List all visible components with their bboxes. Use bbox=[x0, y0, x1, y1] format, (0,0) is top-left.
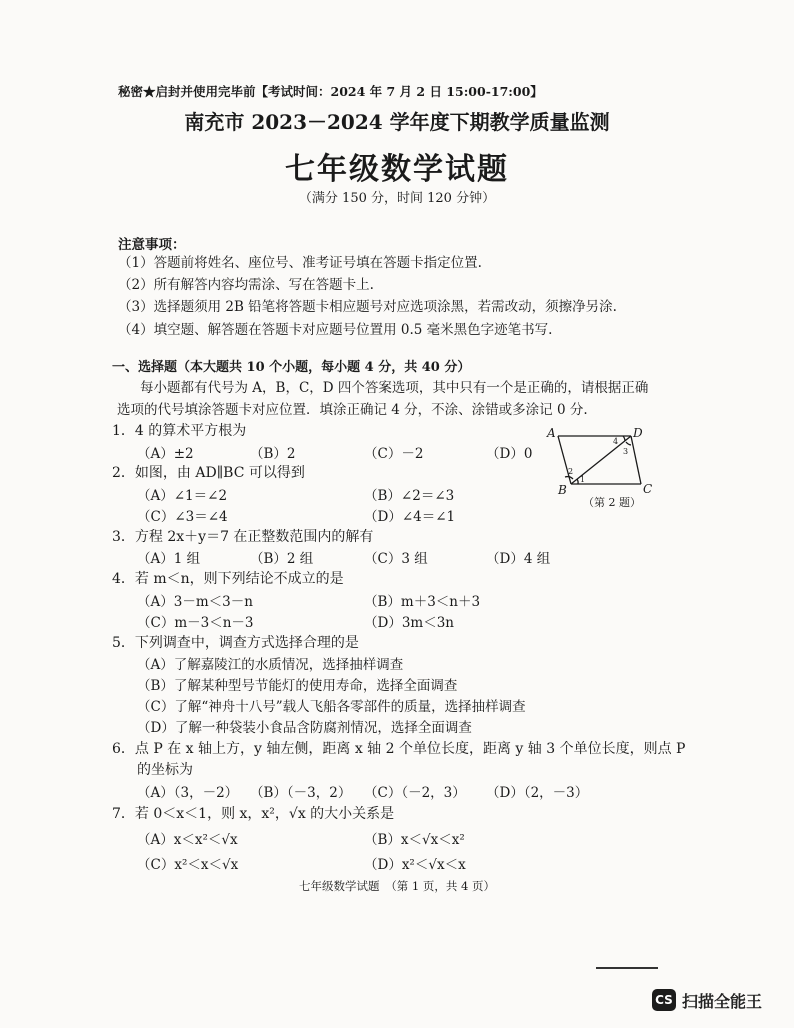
option-d: （D）3m＜3n bbox=[364, 615, 454, 631]
option-a: （A）了解嘉陵江的水质情况，选择抽样调查 bbox=[137, 657, 404, 673]
question-stem: 3．方程 2x＋y＝7 在正整数范围内的解有 bbox=[112, 529, 374, 545]
section-heading: 一、选择题（本大题共 10 个小题，每小题 4 分，共 40 分） bbox=[112, 360, 471, 375]
section-instructions: 选项的代号填涂答题卡对应位置．填涂正确记 4 分，不涂、涂错或多涂记 0 分. bbox=[117, 402, 588, 418]
option-a: （A）x＜x²＜√x bbox=[137, 832, 238, 848]
option-a: （A）∠1＝∠2 bbox=[137, 488, 228, 504]
question-stem: 7．若 0＜x＜1，则 x，x²，√x 的大小关系是 bbox=[112, 806, 395, 822]
scanner-watermark bbox=[652, 988, 762, 1012]
question-stem: 4．若 m＜n，则下列结论不成立的是 bbox=[112, 571, 344, 587]
secrecy-exam-time-line: 秘密★启封并使用完毕前【考试时间：2024 年 7 月 2 日 15:00-17:00】 bbox=[118, 84, 543, 99]
option-c: （C）3 组 bbox=[364, 551, 428, 567]
option-b: （B）∠2＝∠3 bbox=[364, 488, 455, 504]
option-c: （C）－2 bbox=[364, 446, 424, 462]
angle-arc bbox=[623, 436, 625, 441]
notes-item: （1）答题前将姓名、座位号、准考证号填在答题卡指定位置. bbox=[118, 255, 482, 271]
option-c: （C）∠3＝∠4 bbox=[137, 509, 228, 525]
angle-label-2: 2 bbox=[568, 467, 574, 476]
option-d: （D）了解一种袋装小食品含防腐剂情况，选择全面调查 bbox=[137, 720, 472, 736]
option-b: （B）2 组 bbox=[250, 551, 314, 567]
angle-label-1: 1 bbox=[580, 475, 586, 484]
score-time-note: （满分 150 分，时间 120 分钟） bbox=[298, 191, 496, 206]
edge-dc bbox=[631, 436, 641, 484]
notes-item: （2）所有解答内容均需涂、写在答题卡上. bbox=[118, 277, 374, 293]
label-b: B bbox=[558, 483, 567, 497]
option-c: （C）（－2，3） bbox=[364, 785, 466, 801]
option-d: （D）x²＜√x＜x bbox=[364, 857, 466, 873]
question-stem: 5．下列调查中，调查方式选择合理的是 bbox=[112, 635, 359, 651]
watermark-text: 扫描全能王 bbox=[682, 991, 763, 1011]
notes-heading: 注意事项： bbox=[118, 237, 186, 253]
angle-arc bbox=[626, 442, 631, 445]
label-a: A bbox=[547, 426, 556, 440]
angle-label-4: 4 bbox=[613, 437, 619, 446]
option-d: （D）∠4＝∠1 bbox=[364, 509, 456, 525]
question-stem: 2．如图，由 AD∥BC 可以得到 bbox=[112, 465, 305, 481]
label-c: C bbox=[643, 482, 653, 496]
option-c: （C）了解“神舟十八号”载人飞船各零部件的质量，选择抽样调查 bbox=[137, 699, 526, 715]
exam-title-main: 南充市 2023－2024 学年度下期教学质量监测 bbox=[184, 110, 610, 134]
page-footer: 七年级数学试题 （第 1 页，共 4 页） bbox=[298, 879, 495, 893]
option-b: （B）了解某种型号节能灯的使用寿命，选择全面调查 bbox=[137, 678, 458, 694]
option-b: （B）2 bbox=[250, 446, 296, 462]
option-d: （D）（2，－3） bbox=[486, 785, 589, 801]
figure-caption: （第 2 题） bbox=[583, 496, 641, 509]
option-a: （A）1 组 bbox=[137, 551, 201, 567]
option-c: （C）m－3＜n－3 bbox=[137, 615, 254, 631]
angle-label-3: 3 bbox=[623, 447, 629, 456]
option-a: （A）3－m＜3－n bbox=[137, 594, 253, 610]
option-b: （B）（－3，2） bbox=[250, 785, 352, 801]
notes-item: （3）选择题须用 2B 铅笔将答题卡相应题号对应选项涂黑，若需改动，须擦净另涂. bbox=[118, 299, 617, 315]
notes-item: （4）填空题、解答题在答题卡对应题号位置用 0.5 毫米黑色字迹笔书写. bbox=[118, 322, 553, 338]
question-stem: 1．4 的算术平方根为 bbox=[112, 423, 247, 439]
question-stem: 6．点 P 在 x 轴上方，y 轴左侧，距离 x 轴 2 个单位长度，距离 y 轴 3 个单位长度，则点 P bbox=[112, 741, 686, 757]
scan-mark-line bbox=[596, 967, 658, 969]
option-d: （D）4 组 bbox=[486, 551, 551, 567]
option-a: （A）±2 bbox=[137, 446, 194, 462]
label-d: D bbox=[633, 426, 643, 440]
option-d: （D）0 bbox=[486, 446, 533, 462]
exam-title-subject: 七年级数学试题 bbox=[285, 152, 509, 187]
section-instructions: 每小题都有代号为 A，B，C，D 四个答案选项，其中只有一个是正确的，请根据正确 bbox=[140, 380, 649, 396]
parallelogram-figure bbox=[545, 424, 665, 524]
question-stem-continued: 的坐标为 bbox=[137, 762, 193, 778]
camscanner-logo-icon: CS bbox=[652, 989, 676, 1011]
option-a: （A）（3，－2） bbox=[137, 785, 239, 801]
option-b: （B）m＋3＜n＋3 bbox=[364, 594, 481, 610]
angle-arc bbox=[577, 479, 578, 484]
option-c: （C）x²＜x＜√x bbox=[137, 857, 239, 873]
option-b: （B）x＜√x＜x² bbox=[364, 832, 465, 848]
